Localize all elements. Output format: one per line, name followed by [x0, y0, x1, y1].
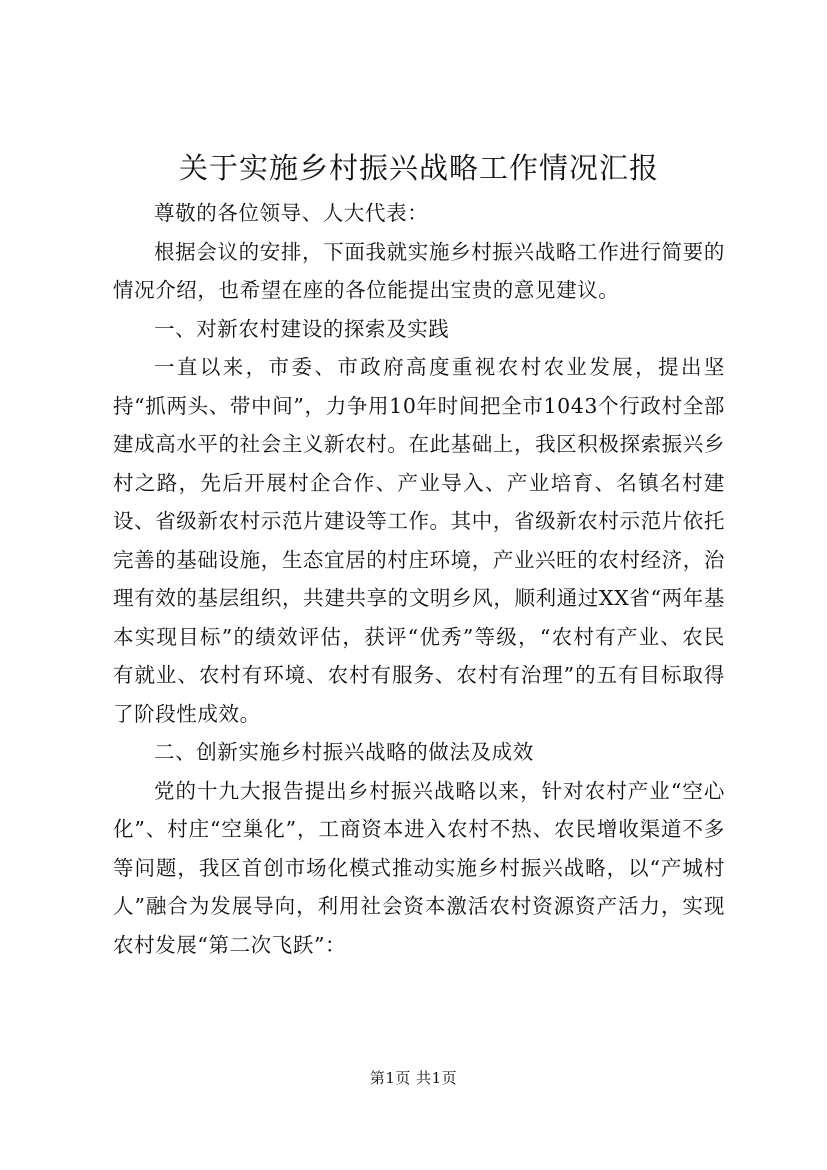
- paragraph-section-2: 党的十九大报告提出乡村振兴战略以来，针对农村产业“空心化”、村庄“空巢化”，工商资本进入农村不热、农民增收渠道不多等问题，我区首创市场化模式推动实施乡村振兴战略，以“产城村人”融合为发展导向，利用社会资本激活农村资源资产活力，实现农村发展“第二次飞跃”：: [113, 778, 725, 957]
- document-title: 关于实施乡村振兴战略工作情况汇报: [178, 151, 659, 185]
- paragraph-intro: 根据会议的安排，下面我就实施乡村振兴战略工作进行简要的情况介绍，也希望在座的各位能提出宝贵的意见建议。: [113, 239, 725, 302]
- salutation: 尊敬的各位领导、人大代表：: [154, 201, 429, 225]
- section-heading-2: 二、创新实施乡村振兴战略的做法及成效: [154, 740, 534, 764]
- document-body: [113, 144, 725, 964]
- page-footer: 第1页 共1页: [369, 1069, 458, 1087]
- section-heading-1: 一、对新农村建设的探索及实践: [154, 316, 450, 341]
- paragraph-section-1: 一直以来，市委、市政府高度重视农村农业发展，提出坚持“抓两头、带中间”，力争用10年时间把全市1043个行政村全部建成高水平的社会主义新农村。在此基础上，我区积极探索振兴乡村之路，先后开展村企合作、产业导入、产业培育、名镇名村建设、省级新农村示范片建设等工作。其中，省级新农村示范片依托完善的基础设施，生态宜居的村庄环境，产业兴旺的农村经济，治理有效的基层组织，共建共享的文明乡风，顺利通过XX省“两年基本实现目标”的绩效评估，获评“优秀”等级，“农村有产业、农民有就业、农村有环境、农村有服务、农村有治理”的五有目标取得了阶段性成效。: [113, 355, 725, 726]
